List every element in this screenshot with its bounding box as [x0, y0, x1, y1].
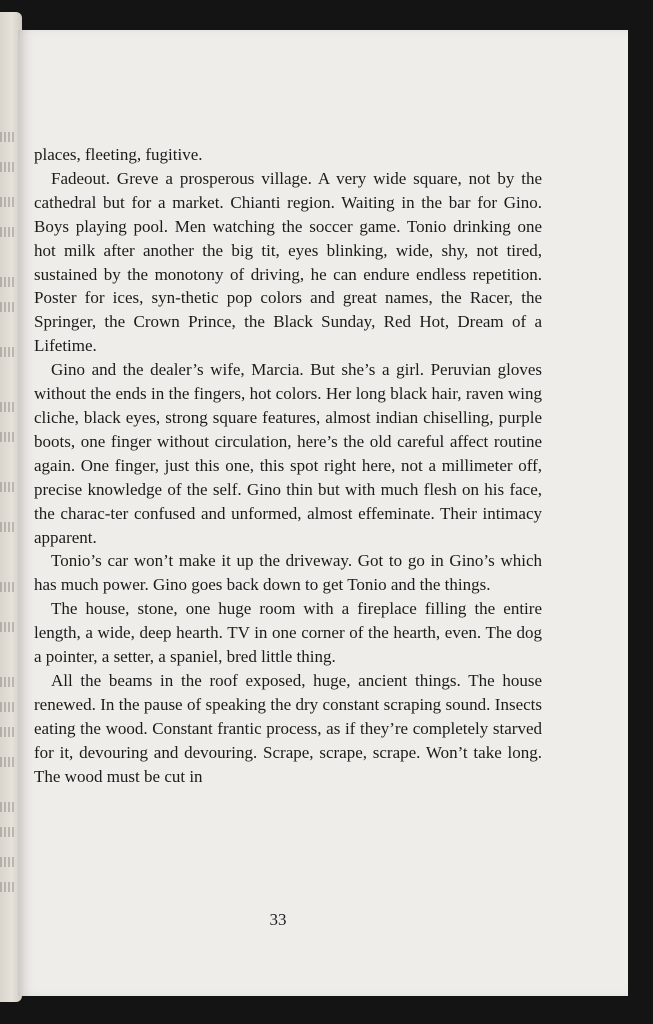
- paragraph: Fadeout. Greve a prosperous village. A very wide square, not by the cathedral but for a market. Chianti region. Waiting in the bar for Gino. Boys playing pool. Men watching the soccer game. Tonio drinking one hot milk after another the big tit, eyes blinking, wide, shy, not tired, sustained by the monotony of driving, he can endure endless repetition. Poster for ices, syn-thetic pop colors and great names, the Racer, the Springer, the Crown Prince, the Black Sunday, Red Hot, Dream of a Lifetime.: [34, 168, 542, 356]
- text-bleed: [0, 622, 16, 632]
- paragraph: Tonio’s car won’t make it up the driveway. Got to go in Gino’s which has much power. Gino goes back down to get Tonio and the things.: [34, 551, 542, 595]
- text-bleed: [0, 522, 16, 532]
- text-bleed: [0, 197, 16, 207]
- text-bleed: [0, 162, 16, 172]
- text-bleed: [0, 347, 16, 357]
- paragraph: All the beams in the roof exposed, huge, ancient things. The house renewed. In the pause of speaking the dry constant scraping sound. Insects eating the wood. Constant frantic process, as if they’re completely starved for it, devouring and devouring. Scrape, scrape, scrape. Won’t take long. The wood must be cut in: [34, 670, 542, 786]
- text-bleed: [0, 882, 16, 892]
- text-bleed: [0, 482, 16, 492]
- text-bleed: [0, 857, 16, 867]
- paragraph: The house, stone, one huge room with a fireplace filling the entire length, a wide, deep hearth. TV in one corner of the hearth, even. The dog a pointer, a setter, a spaniel, bred little thing.: [34, 599, 542, 667]
- text-bleed: [0, 827, 16, 837]
- text-bleed: [0, 432, 16, 442]
- body-text: [34, 143, 542, 788]
- paragraph: Gino and the dealer’s wife, Marcia. But she’s a girl. Peruvian gloves without the ends in the fingers, hot colors. Her long black hair, raven wing cliche, black eyes, strong square features, almost indian chiselling, purple boots, one finger without circulation, here’s the old careful affect routine again. One finger, just this one, this spot right here, not a millimeter off, precise knowledge of the self. Gino thin but with much flesh on his face, the charac-ter confused and unformed, almost effeminate. Their intimacy apparent.: [34, 360, 542, 547]
- book-page: [18, 30, 628, 996]
- text-bleed: [0, 132, 16, 142]
- text-bleed: [0, 802, 16, 812]
- text-bleed: [0, 227, 16, 237]
- text-bleed: [0, 582, 16, 592]
- text-bleed: [0, 727, 16, 737]
- paragraph: places, fleeting, fugitive.: [34, 145, 203, 164]
- text-bleed: [0, 402, 16, 412]
- page-number: 33: [269, 910, 287, 929]
- text-bleed: [0, 302, 16, 312]
- text-bleed: [0, 677, 16, 687]
- text-bleed: [0, 277, 16, 287]
- text-bleed: [0, 757, 16, 767]
- text-bleed: [0, 702, 16, 712]
